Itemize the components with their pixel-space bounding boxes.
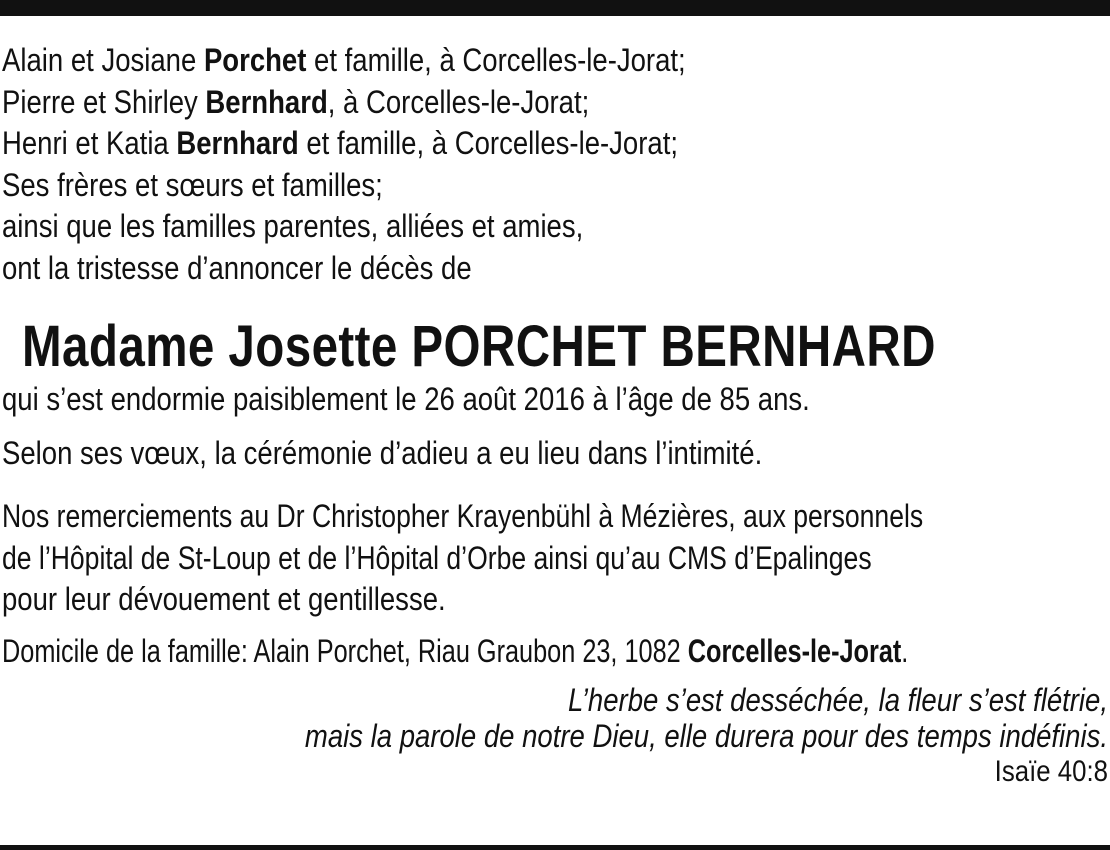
thanks-line-3: pour leur dévouement et gentillesse. xyxy=(2,581,446,617)
family-surname: Bernhard xyxy=(205,83,328,120)
family-line-2: Pierre et Shirley Bernhard, à Corcelles-le-Jorat; xyxy=(2,83,590,120)
domicile-line: Domicile de la famille: Alain Porchet, Riau Graubon 23, 1082 Corcelles-le-Jorat. xyxy=(2,632,909,669)
announcement-line: ont la tristesse d’annoncer le décès de xyxy=(2,249,472,286)
siblings-line: Ses frères et sœurs et familles; xyxy=(2,166,383,203)
domicile-address: Alain Porchet, Riau Graubon 23, 1082 xyxy=(247,632,688,669)
quote-line-1: L’herbe s’est desséchée, la fleur s’est flétrie, xyxy=(568,682,1108,718)
thanks-line-1: Nos remerciements au Dr Christopher Krayenbühl à Mézières, aux personnels xyxy=(2,498,924,534)
family-line-1: Alain et Josiane Porchet et famille, à Corcelles-le-Jorat; xyxy=(2,42,686,78)
obituary-notice xyxy=(2,40,1108,790)
family-surname: Bernhard xyxy=(176,125,299,161)
ceremony-line: Selon ses vœux, la cérémonie d’adieu a eu lieu dans l’intimité. xyxy=(2,434,763,471)
top-rule xyxy=(0,0,1110,16)
thanks-line-2: de l’Hôpital de St-Loup et de l’Hôpital d’Orbe ainsi qu’au CMS d’Epalinges xyxy=(2,539,872,576)
bottom-rule xyxy=(0,845,1110,850)
quote-reference: Isaïe 40:8 xyxy=(994,755,1108,788)
relatives-line: ainsi que les familles parentes, alliées et amies, xyxy=(2,208,584,244)
domicile-town: Corcelles-le-Jorat xyxy=(687,632,902,669)
family-surname: Porchet xyxy=(203,42,307,78)
domicile-label: Domicile de la famille: xyxy=(2,632,248,669)
bible-quote xyxy=(2,682,1108,790)
family-line-3: Henri et Katia Bernhard et famille, à Corcelles-le-Jorat; xyxy=(2,125,679,161)
passing-line: qui s’est endormie paisiblement le 26 août 2016 à l’âge de 85 ans. xyxy=(2,381,810,417)
deceased-name: Madame Josette PORCHET BERNHARD xyxy=(22,314,936,379)
quote-line-2: mais la parole de notre Dieu, elle durera pour des temps indéfinis. xyxy=(304,718,1108,754)
